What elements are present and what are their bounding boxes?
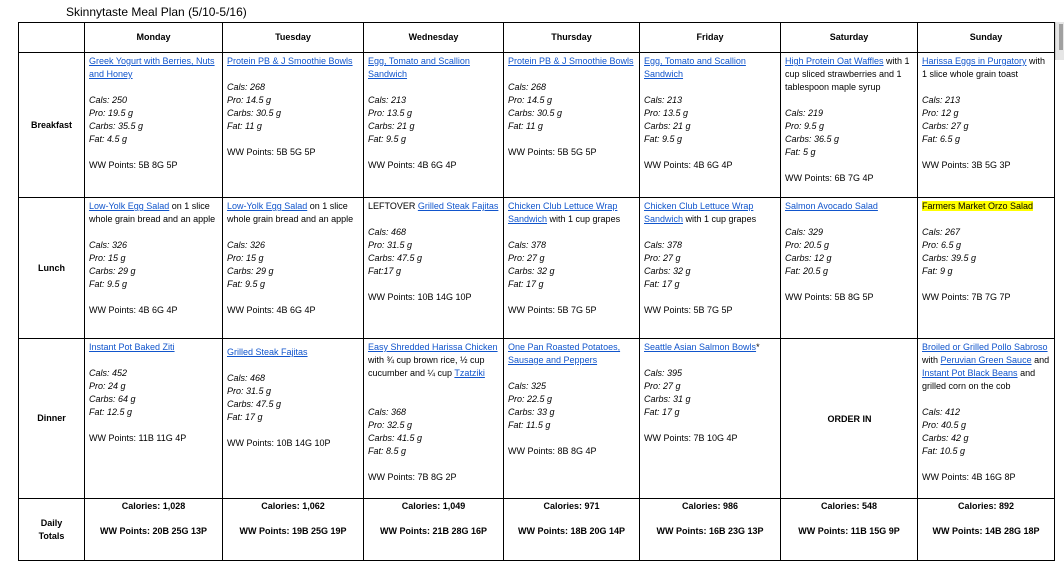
nutrition: Cals: 395 Pro: 27 g Carbs: 31 g Fat: 17 g xyxy=(644,368,691,417)
lunch-cell-wednesday: LEFTOVER Grilled Steak Fajitas Cals: 468 Pro: 31.5 g Carbs: 47.5 g Fat:17 g WW Points: 10B 14G 10P xyxy=(364,198,504,339)
recipe-link[interactable]: Harissa Eggs in Purgatory xyxy=(922,56,1027,66)
recipe-link[interactable]: Salmon Avocado Salad xyxy=(785,201,878,211)
ww-points: WW Points: 5B 8G 5P xyxy=(89,160,178,170)
lunch-cell-sunday xyxy=(918,198,1055,339)
ww-points: WW Points: 7B 10G 4P xyxy=(644,433,738,443)
recipe-link[interactable]: Low-Yolk Egg Salad xyxy=(89,201,170,211)
recipe-link[interactable]: Greek Yogurt with Berries, Nuts and Honey xyxy=(89,56,215,79)
daily-points: WW Points: 11B 15G 9P xyxy=(798,526,900,536)
nutrition: Cals: 219 Pro: 9.5 g Carbs: 36.5 g Fat: 5 g xyxy=(785,108,840,157)
daily-calories: Calories: 1,028 xyxy=(121,501,186,511)
ww-points: WW Points: 4B 6G 4P xyxy=(644,160,733,170)
breakfast-cell-monday xyxy=(85,53,223,198)
dinner-cell-wednesday: Easy Shredded Harissa Chicken with ¾ cup brown rice, ½ cup cucumber and ¼ cup Tzatziki Cals: 368 Pro: 32.5 g Carbs: 41.5 g Fat: 8.5 g WW Points: 7B 8G 2P xyxy=(364,339,504,499)
daily-points: WW Points: 18B 20G 14P xyxy=(517,526,626,536)
nutrition: Cals: 368 Pro: 32.5 g Carbs: 41.5 g Fat: 8.5 g xyxy=(368,407,423,456)
daily-calories: Calories: 892 xyxy=(957,501,1015,511)
ww-points: WW Points: 6B 7G 4P xyxy=(785,173,874,183)
breakfast-cell-thursday xyxy=(504,53,640,198)
recipe-link[interactable]: Low-Yolk Egg Salad xyxy=(227,201,308,211)
day-header-friday: Friday xyxy=(640,23,781,53)
lunch-row xyxy=(19,198,1055,339)
breakfast-cell-tuesday xyxy=(223,53,364,198)
meal-plan-table xyxy=(18,22,1055,561)
nutrition: Cals: 412 Pro: 40.5 g Carbs: 42 g Fat: 10.5 g xyxy=(922,407,969,456)
row-label-totals: Daily Totals xyxy=(19,499,85,561)
dinner-cell-tuesday xyxy=(223,339,364,499)
daily-calories: Calories: 1,049 xyxy=(401,501,466,511)
recipe-link[interactable]: One Pan Roasted Potatoes, Sausage and Peppers xyxy=(508,342,621,365)
daily-points: WW Points: 21B 28G 16P xyxy=(379,526,488,536)
ww-points: WW Points: 5B 8G 5P xyxy=(785,292,874,302)
ww-points: WW Points: 4B 6G 4P xyxy=(89,305,178,315)
totals-row xyxy=(19,499,1055,561)
ww-points: WW Points: 10B 14G 10P xyxy=(227,438,331,448)
recipe-link[interactable]: Chicken Club Lettuce Wrap Sandwich xyxy=(644,201,754,224)
nutrition: Cals: 325 Pro: 22.5 g Carbs: 33 g Fat: 11.5 g xyxy=(508,381,555,430)
breakfast-row xyxy=(19,53,1055,198)
ww-points: WW Points: 7B 7G 7P xyxy=(922,292,1011,302)
lunch-cell-saturday xyxy=(781,198,918,339)
lunch-cell-friday: Chicken Club Lettuce Wrap Sandwich with 1 cup grapes Cals: 378 Pro: 27 g Carbs: 32 g Fat: 17 g WW Points: 5B 7G 5P xyxy=(640,198,781,339)
nutrition: Cals: 468 Pro: 31.5 g Carbs: 47.5 g Fat:17 g xyxy=(368,227,423,276)
breakfast-cell-sunday: Harissa Eggs in Purgatory with 1 slice whole grain toast Cals: 213 Pro: 12 g Carbs: 27 g Fat: 6.5 g WW Points: 3B 5G 3P xyxy=(918,53,1055,198)
nutrition: Cals: 326 Pro: 15 g Carbs: 29 g Fat: 9.5 g xyxy=(89,240,136,289)
totals-cell-tuesday xyxy=(223,499,364,561)
nutrition: Cals: 268 Pro: 14.5 g Carbs: 30.5 g Fat: 11 g xyxy=(508,82,563,131)
ww-points: WW Points: 3B 5G 3P xyxy=(922,160,1011,170)
nutrition: Cals: 452 Pro: 24 g Carbs: 64 g Fat: 12.5 g xyxy=(89,368,136,417)
corner-cell xyxy=(19,23,85,53)
highlighted-recipe[interactable]: Farmers Market Orzo Salad xyxy=(922,201,1034,211)
nutrition: Cals: 268 Pro: 14.5 g Carbs: 30.5 g Fat: 11 g xyxy=(227,82,282,131)
ww-points: WW Points: 10B 14G 10P xyxy=(368,292,472,302)
ww-points: WW Points: 5B 7G 5P xyxy=(508,305,597,315)
totals-cell-monday xyxy=(85,499,223,561)
day-header-tuesday: Tuesday xyxy=(223,23,364,53)
nutrition: Cals: 378 Pro: 27 g Carbs: 32 g Fat: 17 g xyxy=(508,240,555,289)
daily-points: WW Points: 16B 23G 13P xyxy=(656,526,764,536)
day-header-thursday: Thursday xyxy=(504,23,640,53)
recipe-link[interactable]: Instant Pot Black Beans xyxy=(922,368,1018,378)
nutrition: Cals: 250 Pro: 19.5 g Carbs: 35.5 g Fat: 4.5 g xyxy=(89,95,144,144)
recipe-link[interactable]: Peruvian Green Sauce xyxy=(940,355,1032,365)
day-header-sunday: Sunday xyxy=(918,23,1055,53)
daily-points: WW Points: 20B 25G 13P xyxy=(99,526,208,536)
nutrition: Cals: 326 Pro: 15 g Carbs: 29 g Fat: 9.5 g xyxy=(227,240,274,289)
daily-calories: Calories: 1,062 xyxy=(261,501,325,511)
ww-points: WW Points: 5B 5G 5P xyxy=(227,147,316,157)
nutrition: Cals: 213 Pro: 13.5 g Carbs: 21 g Fat: 9.5 g xyxy=(644,95,691,144)
day-header-monday: Monday xyxy=(85,23,223,53)
ww-points: WW Points: 5B 7G 5P xyxy=(644,305,733,315)
dinner-cell-sunday: Broiled or Grilled Pollo Sabroso with Peruvian Green Sauce and Instant Pot Black Beans and grilled corn on the cob Cals: 412 Pro: 40.5 g Carbs: 42 g Fat: 10.5 g WW Points: 4B 16G 8P xyxy=(918,339,1055,499)
row-label-lunch: Lunch xyxy=(19,198,85,339)
nutrition: Cals: 213 Pro: 12 g Carbs: 27 g Fat: 6.5 g xyxy=(922,95,969,144)
recipe-link[interactable]: Seattle Asian Salmon Bowls xyxy=(644,342,757,352)
dinner-row xyxy=(19,339,1055,499)
ww-points: WW Points: 7B 8G 2P xyxy=(368,472,457,482)
breakfast-cell-wednesday xyxy=(364,53,504,198)
daily-points: WW Points: 19B 25G 19P xyxy=(239,526,347,536)
ww-points: WW Points: 4B 16G 8P xyxy=(922,472,1016,482)
page-title: Skinnytaste Meal Plan (5/10-5/16) xyxy=(66,5,247,19)
header-row xyxy=(19,23,1055,53)
day-header-saturday: Saturday xyxy=(781,23,918,53)
totals-cell-sunday xyxy=(918,499,1055,561)
scrollbar-thumb[interactable] xyxy=(1059,24,1063,50)
lunch-cell-tuesday: Low-Yolk Egg Salad on 1 slice whole grain bread and an apple Cals: 326 Pro: 15 g Carbs: 29 g Fat: 9.5 g WW Points: 4B 6G 4P xyxy=(223,198,364,339)
dinner-cell-friday: Seattle Asian Salmon Bowls* Cals: 395 Pro: 27 g Carbs: 31 g Fat: 17 g WW Points: 7B 10G 4P xyxy=(640,339,781,499)
daily-calories: Calories: 971 xyxy=(543,501,600,511)
recipe-link[interactable]: Protein PB & J Smoothie Bowls xyxy=(227,56,353,66)
recipe-link[interactable]: Tzatziki xyxy=(454,368,485,378)
nutrition: Cals: 378 Pro: 27 g Carbs: 32 g Fat: 17 g xyxy=(644,240,691,289)
recipe-link[interactable]: Easy Shredded Harissa Chicken xyxy=(368,342,498,352)
dinner-cell-saturday: ORDER IN xyxy=(781,339,918,499)
day-header-wednesday: Wednesday xyxy=(364,23,504,53)
recipe-link[interactable]: Broiled or Grilled Pollo Sabroso xyxy=(922,342,1048,352)
lunch-cell-monday: Low-Yolk Egg Salad on 1 slice whole grain bread and an apple Cals: 326 Pro: 15 g Carbs: 29 g Fat: 9.5 g WW Points: 4B 6G 4P xyxy=(85,198,223,339)
recipe-link[interactable]: Egg, Tomato and Scallion Sandwich xyxy=(368,56,470,79)
dinner-cell-monday xyxy=(85,339,223,499)
totals-cell-thursday xyxy=(504,499,640,561)
breakfast-cell-friday xyxy=(640,53,781,198)
ww-points: WW Points: 8B 8G 4P xyxy=(508,446,597,456)
totals-cell-wednesday xyxy=(364,499,504,561)
nutrition: Cals: 468 Pro: 31.5 g Carbs: 47.5 g Fat: 17 g xyxy=(227,373,282,422)
row-label-breakfast: Breakfast xyxy=(19,53,85,198)
recipe-link[interactable]: Grilled Steak Fajitas xyxy=(227,347,308,357)
daily-calories: Calories: 548 xyxy=(820,501,878,511)
ww-points: WW Points: 11B 11G 4P xyxy=(89,433,187,443)
recipe-link[interactable]: High Protein Oat Waffles xyxy=(785,56,884,66)
recipe-link[interactable]: Chicken Club Lettuce Wrap Sandwich xyxy=(508,201,618,224)
recipe-link[interactable]: Grilled Steak Fajitas xyxy=(417,201,499,211)
nutrition: Cals: 213 Pro: 13.5 g Carbs: 21 g Fat: 9.5 g xyxy=(368,95,415,144)
row-label-dinner: Dinner xyxy=(19,339,85,499)
lunch-cell-thursday: Chicken Club Lettuce Wrap Sandwich with 1 cup grapes Cals: 378 Pro: 27 g Carbs: 32 g Fat: 17 g WW Points: 5B 7G 5P xyxy=(504,198,640,339)
totals-cell-saturday xyxy=(781,499,918,561)
ww-points: WW Points: 4B 6G 4P xyxy=(227,305,316,315)
daily-points: WW Points: 14B 28G 18P xyxy=(932,526,1040,536)
ww-points: WW Points: 5B 5G 5P xyxy=(508,147,597,157)
daily-calories: Calories: 986 xyxy=(681,501,739,511)
recipe-link[interactable]: Egg, Tomato and Scallion Sandwich xyxy=(644,56,746,79)
totals-cell-friday xyxy=(640,499,781,561)
recipe-link[interactable]: Protein PB & J Smoothie Bowls xyxy=(508,56,634,66)
recipe-link[interactable]: Instant Pot Baked Ziti xyxy=(89,342,175,352)
ww-points: WW Points: 4B 6G 4P xyxy=(368,160,457,170)
dinner-cell-thursday xyxy=(504,339,640,499)
nutrition: Cals: 329 Pro: 20.5 g Carbs: 12 g Fat: 20.5 g xyxy=(785,227,832,276)
nutrition: Cals: 267 Pro: 6.5 g Carbs: 39.5 g Fat: 9 g xyxy=(922,227,977,276)
breakfast-cell-saturday: High Protein Oat Waffles with 1 cup sliced strawberries and 1 tablespoon maple syrup Cals: 219 Pro: 9.5 g Carbs: 36.5 g Fat: 5 g WW Points: 6B 7G 4P xyxy=(781,53,918,198)
